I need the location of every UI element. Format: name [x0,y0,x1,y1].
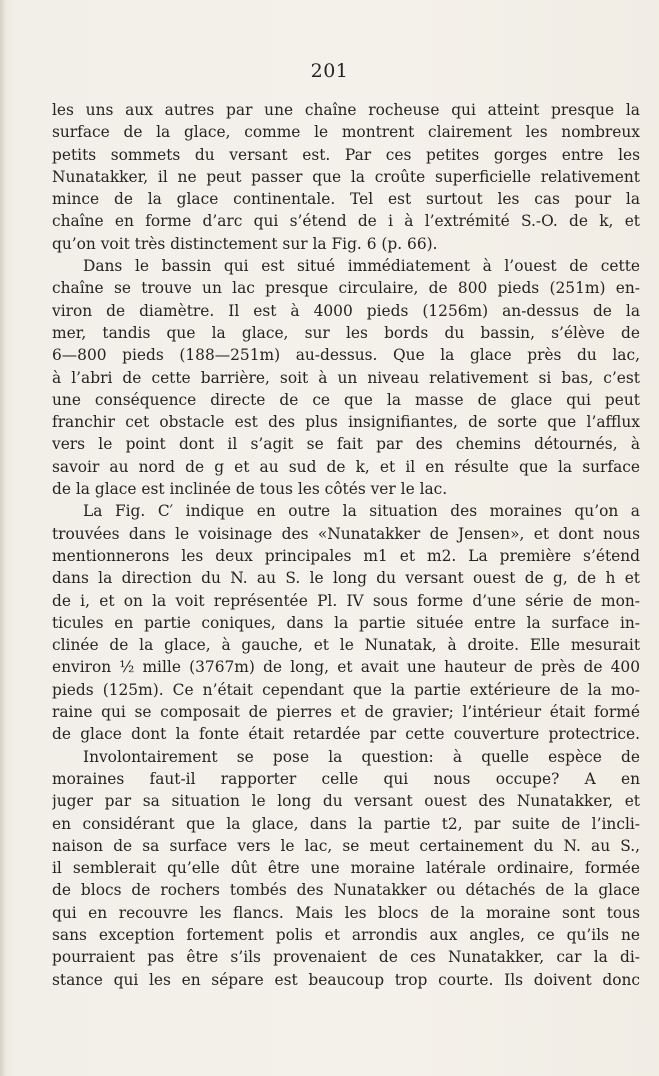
body-text [52,99,640,991]
text-line: vers le point dont il s’agit se fait par des chemins détournés, à [52,435,640,454]
text-line: franchir cet obstacle est des plus insignifiantes, de sorte que l’afflux [52,413,640,432]
text-line: juger par sa situation le long du versant ouest des Nunatakker, et [52,792,640,811]
text-line: petits sommets du versant est. Par ces petites gorges entre les [52,145,640,164]
text-line: en considérant que la glace, dans la partie t2, par suite de l’incli- [52,814,640,833]
text-line: mer, tandis que la glace, sur les bords du bassin, s’élève de [52,323,640,342]
text-line: trouvées dans le voisinage des «Nunatakker de Jensen», et dont nous [52,524,640,543]
text-line: il semblerait qu’elle dût être une moraine latérale ordinaire, formée [52,859,640,878]
text-line: une conséquence directe de ce que la masse de glace qui peut [52,390,640,409]
text-line: savoir au nord de g et au sud de k, et il en résulte que la surface [52,457,640,476]
text-line: La Fig. C′ indique en outre la situation des moraines qu’on a [83,502,640,521]
text-line: Dans le bassin qui est situé immédiatement à l’ouest de cette [83,257,640,276]
text-line: moraines faut-il rapporter celle qui nous occupe? A en [52,769,640,788]
text-line: raine qui se composait de pierres et de gravier; l’intérieur était formé [52,703,640,722]
text-line: stance qui les en sépare est beaucoup trop courte. Ils doivent donc [52,970,640,989]
text-line: dans la direction du N. au S. le long du versant ouest de g, de h et [52,569,640,588]
text-line: chaîne en forme d’arc qui s’étend de i à l’extrémité S.-O. de k, et [52,212,640,231]
text-line: clinée de la glace, à gauche, et le Nunatak, à droite. Elle mesurait [52,636,640,655]
text-line: pieds (125m). Ce n’était cependant que la partie extérieure de la mo- [52,680,640,699]
text-line: à l’abri de cette barrière, soit à un niveau relativement si bas, c’est [52,368,640,387]
page-binding-shadow [0,0,6,1076]
text-line: chaîne se trouve un lac presque circulaire, de 800 pieds (251m) en- [52,279,640,298]
text-line: surface de la glace, comme le montrent clairement les nombreux [52,123,640,142]
text-line: qui en recouvre les flancs. Mais les blocs de la moraine sont tous [52,903,640,922]
text-line: 6—800 pieds (188—251m) au-dessus. Que la glace près du lac, [52,346,640,365]
text-line: de glace dont la fonte était retardée par cette couverture protectrice. [52,725,640,744]
text-line: qu’on voit très distinctement sur la Fig. 6 (p. 66). [52,234,438,253]
text-line: viron de diamètre. Il est à 4000 pieds (1256m) an-dessus de la [52,301,640,320]
text-line: mince de la glace continentale. Tel est surtout les cas pour la [52,190,640,209]
text-line: les uns aux autres par une chaîne rocheuse qui atteint presque la [52,101,640,119]
text-line: ticules en partie coniques, dans la partie située entre la surface in- [52,613,640,632]
page-number: 201 [310,60,349,82]
text-line: Nunatakker, il ne peut passer que la croûte superficielle relativement [52,167,640,186]
text-line: de la glace est inclinée de tous les côtés ver le lac. [52,480,448,499]
text-line: environ ½ mille (3767m) de long, et avait une hauteur de près de 400 [52,658,640,677]
text-line: de blocs de rochers tombés des Nunatakker ou détachés de la glace [52,881,640,900]
text-line: mentionnerons les deux principales m1 et m2. La première s’étend [52,546,640,565]
text-line: sans exception fortement polis et arrondis aux angles, ce qu’ils ne [52,925,640,944]
text-line: pourraient pas être s’ils provenaient de ces Nunatakker, car la di- [52,948,640,967]
text-line: Involontairement se pose la question: à quelle espèce de [83,747,640,766]
text-line: de i, et on la voit représentée Pl. IV sous forme d’une série de mon- [52,591,640,610]
text-line: naison de sa surface vers le lac, se meut certainement du N. au S., [52,836,640,855]
